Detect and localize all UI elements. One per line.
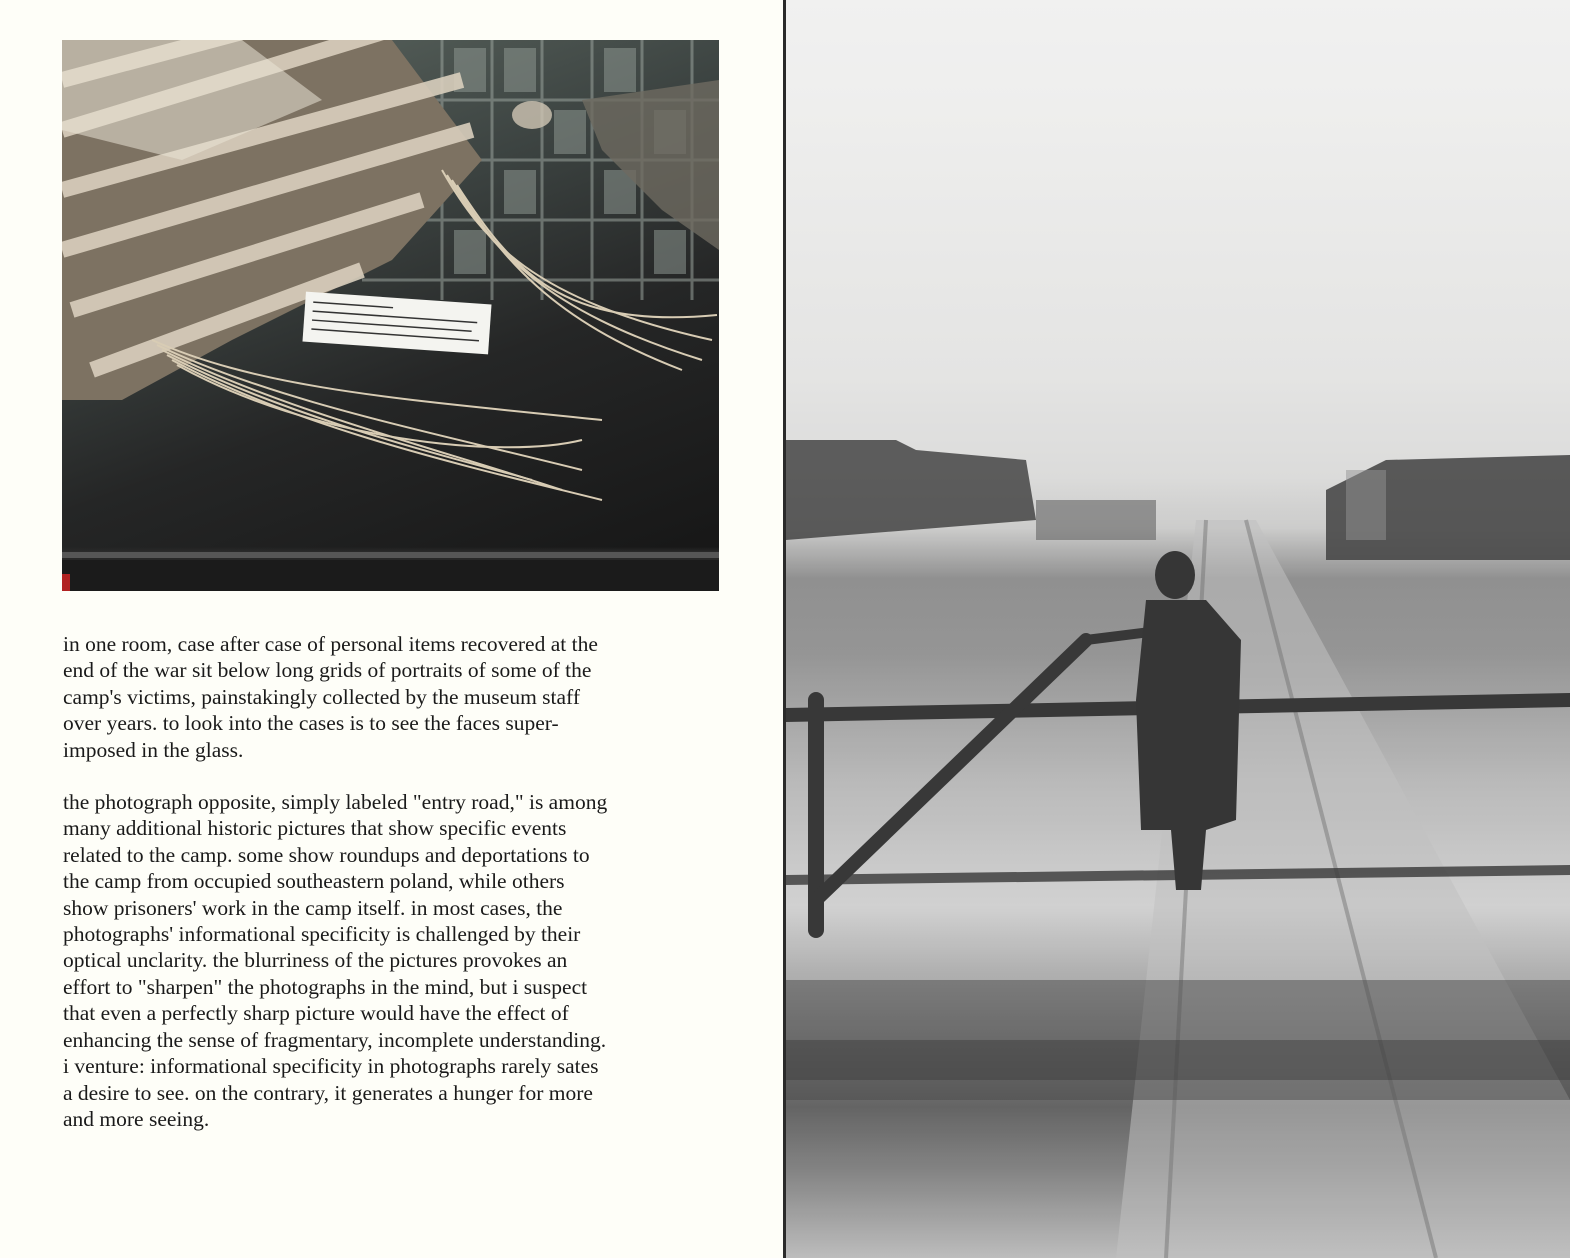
placard-icon bbox=[302, 292, 491, 355]
entry-road-photo bbox=[786, 0, 1570, 1258]
paragraph-entry-road: the photograph opposite, simply labeled "entry road," is among many additional historic pictures that show specific events related to the camp. some show roundups and deportations to the camp from occupied southeastern poland, while others show prisoners' work in the camp itself. in most cases, the photographs' informational specificity is challenged by their optical unclarity. the blurriness of the pictures provokes an effort to "sharpen" the photographs in the mind, but i suspect that even a perfectly sharp picture would have the effect of enhancing the sense of fragmentary, incomplete understanding. i venture: informational specificity in photographs rarely sates a desire to see. on the contrary, it generates a hunger for more and more seeing. bbox=[63, 790, 608, 1131]
display-case-illustration bbox=[62, 40, 719, 591]
entry-road-illustration bbox=[786, 0, 1570, 1258]
body-text bbox=[63, 631, 723, 1158]
left-page bbox=[0, 0, 783, 1258]
paragraph-display-cases: in one room, case after case of personal items recovered at the end of the war sit below long grids of portraits of some of the camp's victims, painstakingly collected by the museum staff over years. to look into the cases is to see the faces super- imposed in the glass. bbox=[63, 632, 598, 762]
display-case-photo bbox=[62, 40, 719, 591]
